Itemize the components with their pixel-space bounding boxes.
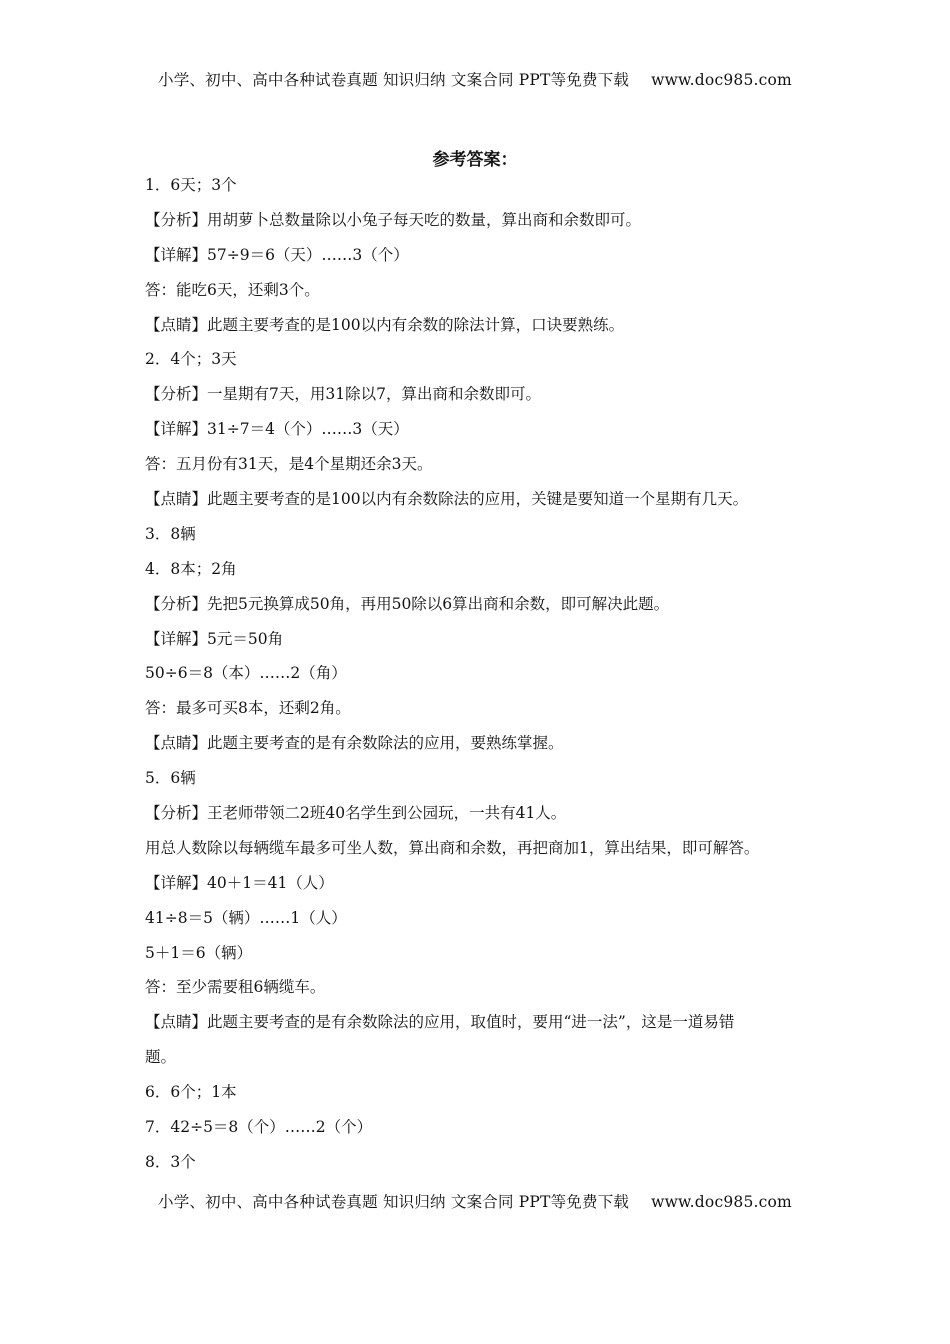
answer-content [145,168,825,1180]
answer-line: 【分析】先把5元换算成50角，再用50除以6算出商和余数，即可解决此题。 [145,594,670,613]
answer-line: 【点睛】此题主要考查的是100以内有余数除法的应用，关键是要知道一个星期有几天。 [145,490,749,509]
answer-line: 50÷6＝8（本）……2（角） [145,664,347,683]
answer-line: 1．6天；3个 [145,176,237,194]
page-title: 参考答案： [432,150,518,170]
answer-line: 【点睛】此题主要考查的是100以内有余数的除法计算，口诀要熟练。 [145,315,625,334]
answer-line: 【点睛】此题主要考查的是有余数除法的应用，取值时，要用“进一法”，这是一道易错 [145,1013,735,1032]
answer-line: 3．8辆 [145,524,196,543]
answer-line: 答：至少需要租6辆缆车。 [145,978,326,997]
answer-line: 答：能吃6天，还剩3个。 [145,280,320,299]
answer-line: 【分析】一星期有7天，用31除以7，算出商和余数即可。 [145,385,541,404]
answer-line: 5＋1＝6（辆） [145,943,253,962]
footer-site-link[interactable]: www.doc985.com [651,1193,792,1211]
answer-line: 【详解】31÷7＝4（个）……3（天） [145,420,409,439]
answer-line: 答：最多可买8本，还剩2角。 [145,699,351,718]
answer-line: 4．8本；2角 [145,559,237,578]
answer-line: 【详解】5元＝50角 [145,629,284,648]
answer-line: 【分析】用胡萝卜总数量除以小兔子每天吃的数量，算出商和余数即可。 [145,210,642,229]
answer-line: 8．3个 [145,1152,196,1171]
answer-line: 6．6个；1本 [145,1083,237,1102]
answer-line: 题。 [145,1048,177,1067]
header-site-link[interactable]: www.doc985.com [651,71,792,89]
answer-line: 用总人数除以每辆缆车最多可坐人数，算出商和余数，再把商加1，算出结果，即可解答。 [145,838,760,857]
answer-line: 【详解】57÷9＝6（天）……3（个） [145,245,409,264]
page-header [0,68,950,90]
page-footer [0,1190,950,1212]
answer-line: 【分析】王老师带领二2班40名学生到公园玩，一共有41人。 [145,804,567,823]
answer-line: 2．4个；3天 [145,350,237,369]
answer-line: 41÷8＝5（辆）……1（人） [145,908,347,927]
answer-line: 【详解】40＋1＝41（人） [145,873,334,892]
answer-line: 答：五月份有31天，是4个星期还余3天。 [145,455,433,474]
footer-text: 小学、初中、高中各种试卷真题 知识归纳 文案合同 PPT等免费下载 [158,1193,630,1211]
answer-line: 【点睛】此题主要考查的是有余数除法的应用，要熟练掌握。 [145,734,564,753]
answer-line: 7．42÷5＝8（个）……2（个） [145,1118,373,1137]
answer-line: 5．6辆 [145,769,196,788]
header-text: 小学、初中、高中各种试卷真题 知识归纳 文案合同 PPT等免费下载 [158,71,630,89]
